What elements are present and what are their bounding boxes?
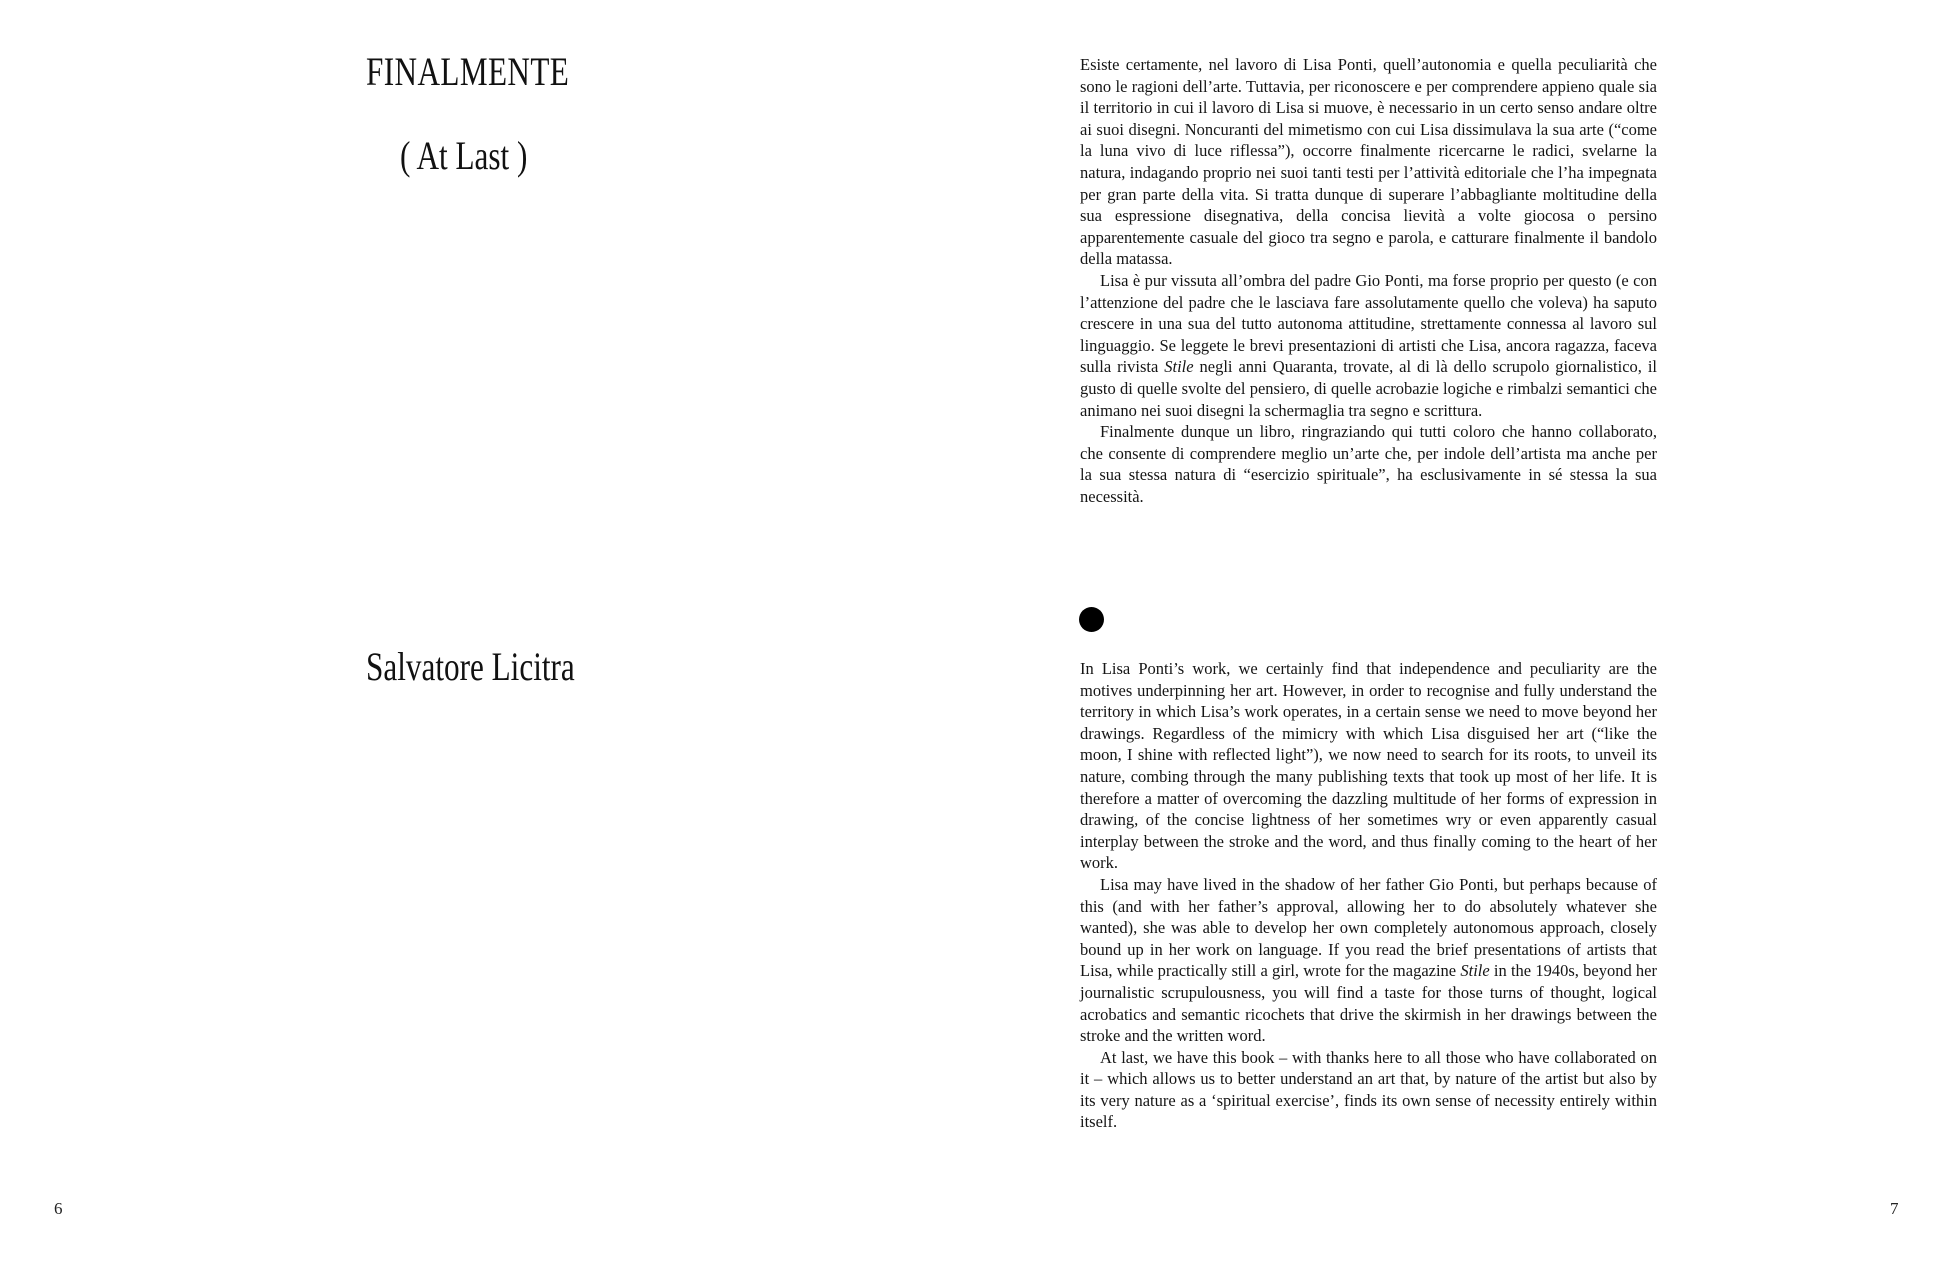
author-name: Salvatore Licitra <box>366 644 575 689</box>
page-number-left: 6 <box>54 1199 63 1218</box>
italian-paragraph-2-start: Lisa è pur vissuta all’ombra del padre Gio Ponti, ma forse proprio per questo (e con l’attenzione del padre che le lasciava fare assolutamente quello che voleva) ha saputo crescere in una sua del tutto autonoma attitudine, strettamente connessa al lavoro sul linguaggio. Se leggete le brevi presentazioni di artisti che Lisa, ancora ragazza, faceva sulla rivista <box>1080 270 1657 377</box>
italian-paragraph-3: Finalmente dunque un libro, ringraziando qui tutti coloro che hanno collaborato, che consente di comprendere meglio un’arte che, per indole dell’artista ma anche per la sua stessa natura di “esercizio spirituale”, ha esclusivamente in sé stessa la sua necessità. <box>1080 422 1657 506</box>
page-title: FINALMENTE <box>366 49 570 94</box>
magazine-title-stile: Stile <box>1164 357 1194 377</box>
section-divider-dot <box>1079 607 1104 632</box>
page-number-right: 7 <box>1890 1199 1899 1218</box>
english-text <box>1080 658 1657 1133</box>
english-paragraph-2-end: in the 1940s, beyond her journalistic scrupulousness, you will find a taste for those turns of thought, logical acrobatics and semantic ricochets that drive the skirmish in her drawings between the stroke and the written word. <box>1080 961 1657 1046</box>
english-paragraph-2 <box>1080 874 1657 1047</box>
page-subtitle: ( At Last ) <box>400 133 528 178</box>
italian-paragraph-2-end: negli anni Quaranta, trovate, al di là dello scrupolo giornalistico, il gusto di quelle svolte del pensiero, di quelle acrobazie logiche e rimbalzi semantici che animano nei suoi disegni la schermaglia tra segno e scrittura. <box>1080 357 1657 420</box>
italian-paragraph-2 <box>1080 270 1657 421</box>
italian-text <box>1080 54 1657 507</box>
italian-paragraph-1: Esiste certamente, nel lavoro di Lisa Ponti, quell’autonomia e quella peculiarità che sono le ragioni dell’arte. Tuttavia, per riconoscere e per comprendere appieno quale sia il territorio in cui il lavoro di Lisa si muove, è necessario in un certo senso andare oltre ai suoi disegni. Noncuranti del mimetismo con cui Lisa dissimulava la sua arte (“come la luna vivo di luce riflessa”), occorre finalmente ricercarne le radici, svelarne la natura, indagando proprio nei suoi tanti testi per l’attività editoriale che l’ha impegnata per gran parte della vita. Si tratta dunque di superare l’abbagliante moltitudine della sua espressione disegnativa, della concisa lievità a volte giocosa o persino apparentemente casuale del gioco tra segno e parola, e catturare finalmente il bandolo della matassa. <box>1080 55 1657 269</box>
english-paragraph-3: At last, we have this book – with thanks here to all those who have collaborated on it – which allows us to better understand an art that, by nature of the artist but also by its very nature as a ‘spiritual exercise’, finds its own sense of necessity entirely within itself. <box>1080 1047 1657 1132</box>
english-paragraph-2-start: Lisa may have lived in the shadow of her father Gio Ponti, but perhaps because of this (and with her father’s approval, allowing her to do absolutely whatever she wanted), she was able to develop her own completely autonomous approach, closely bound up in her work on language. If you read the brief presentations of artists that Lisa, while practically still a girl, wrote for the magazine <box>1080 874 1657 981</box>
magazine-title-stile: Stile <box>1460 961 1490 981</box>
english-paragraph-1: In Lisa Ponti’s work, we certainly find that independence and peculiarity are the motives underpinning her art. However, in order to recognise and fully understand the territory in which Lisa’s work operates, in a certain sense we need to move beyond her drawings. Regardless of the mimicry with which Lisa disguised her art (“like the moon, I shine with reflected light”), we now need to search for its roots, to unveil its nature, combing through the many publishing texts that took up most of her life. It is therefore a matter of overcoming the dazzling multitude of her forms of expression in drawing, of the concise lightness of her sometimes wry or even apparently casual interplay between the stroke and the word, and thus finally coming to the heart of her work. <box>1080 659 1657 873</box>
